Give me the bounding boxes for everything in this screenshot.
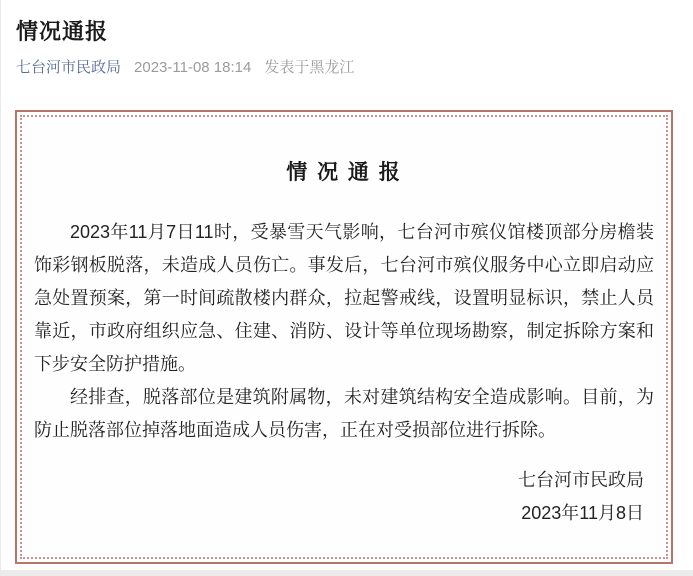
publish-time: 2023-11-08 18:14 xyxy=(134,59,252,76)
notice-box-inner xyxy=(20,115,668,559)
notice-paragraph-2: 经排查，脱落部位是建筑附属物，未对建筑结构安全造成影响。目前，为防止脱落部位掉落地面造成人员伤害，正在对受损部位进行拆除。 xyxy=(34,387,654,440)
notice-box xyxy=(15,110,673,564)
bottom-divider xyxy=(1,570,693,576)
signature-block xyxy=(34,464,654,530)
article-header xyxy=(1,0,693,78)
publish-location: 发表于黑龙江 xyxy=(264,59,355,76)
account-name-link[interactable]: 七台河市民政局 xyxy=(16,59,122,76)
notice-title: 情 况 通 报 xyxy=(286,161,402,184)
notice-paragraph-1: 2023年11月7日11时，受暴雪天气影响，七台河市殡仪馆楼顶部分房檐装饰彩钢板脱落，未造成人员伤亡。事发后，七台河市殡仪服务中心立即启动应急处置预案，第一时间疏散楼内群众，拉起警戒线，设置明显标识，禁止人员靠近，市政府组织应急、住建、消防、设计等单位现场勘察，制定拆除方案和下步安全防护措施。 xyxy=(34,222,654,374)
page-title: 情况通报 xyxy=(16,19,109,44)
byline xyxy=(16,58,673,78)
signature-date: 2023年11月8日 xyxy=(521,503,644,523)
signature-name: 七台河市民政局 xyxy=(518,470,644,490)
